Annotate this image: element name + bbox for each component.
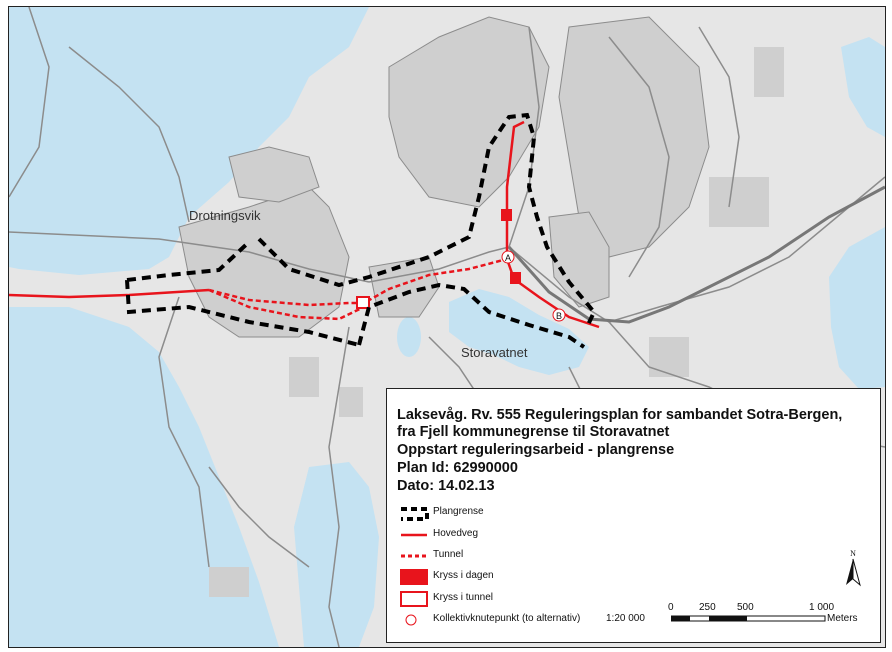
scale-bar	[671, 615, 827, 623]
kryss-i-dagen-marker	[501, 209, 512, 221]
scale-tick-500: 500	[737, 602, 754, 613]
red-filled-box-icon	[399, 567, 429, 587]
junction-label-b: B	[555, 311, 563, 321]
north-arrow-icon	[843, 547, 863, 589]
legend-label: Kryss i tunnel	[433, 592, 494, 603]
scale-tick-0: 0	[668, 602, 674, 613]
legend-title-line-4: Plan Id: 62990000	[397, 460, 518, 476]
sea-south-east	[294, 462, 379, 647]
legend-label: Kryss i dagen	[433, 570, 494, 581]
map-frame	[8, 6, 886, 648]
scale-tick-250: 250	[699, 602, 716, 613]
legend-title-line-5: Dato: 14.02.13	[397, 478, 495, 494]
kryss-i-dagen-marker	[510, 272, 521, 284]
legend-label: Tunnel	[433, 549, 464, 560]
kryss-i-tunnel-marker	[357, 297, 369, 308]
map-legend	[386, 388, 881, 643]
legend-title-line-1: Laksevåg. Rv. 555 Reguleringsplan for sambandet Sotra-Bergen,	[397, 407, 843, 423]
dashed-boundary-icon	[399, 503, 429, 523]
legend-label: Hovedveg	[433, 528, 479, 539]
legend-label: Kollektivknutepunkt (to alternativ)	[433, 613, 581, 624]
scale-unit: Meters	[827, 613, 858, 624]
red-line-icon	[399, 525, 429, 545]
small-lake	[397, 317, 421, 357]
red-outline-box-icon	[399, 589, 429, 609]
scale-tick-1000: 1 000	[809, 602, 835, 613]
red-outline-circle-icon	[399, 610, 429, 630]
legend-label: Plangrense	[433, 506, 484, 517]
legend-title-line-3: Oppstart reguleringsarbeid - plangrense	[397, 442, 675, 458]
junction-label-a: A	[504, 253, 512, 263]
legend-title-line-2: fra Fjell kommunegrense til Storavatnet	[397, 424, 670, 440]
place-label-storavatnet: Storavatnet	[461, 345, 528, 360]
north-label: N	[850, 549, 856, 558]
red-dashed-line-icon	[399, 546, 429, 566]
place-label-drotningsvik: Drotningsvik	[189, 208, 261, 223]
scale-ratio: 1:20 000	[606, 613, 645, 624]
